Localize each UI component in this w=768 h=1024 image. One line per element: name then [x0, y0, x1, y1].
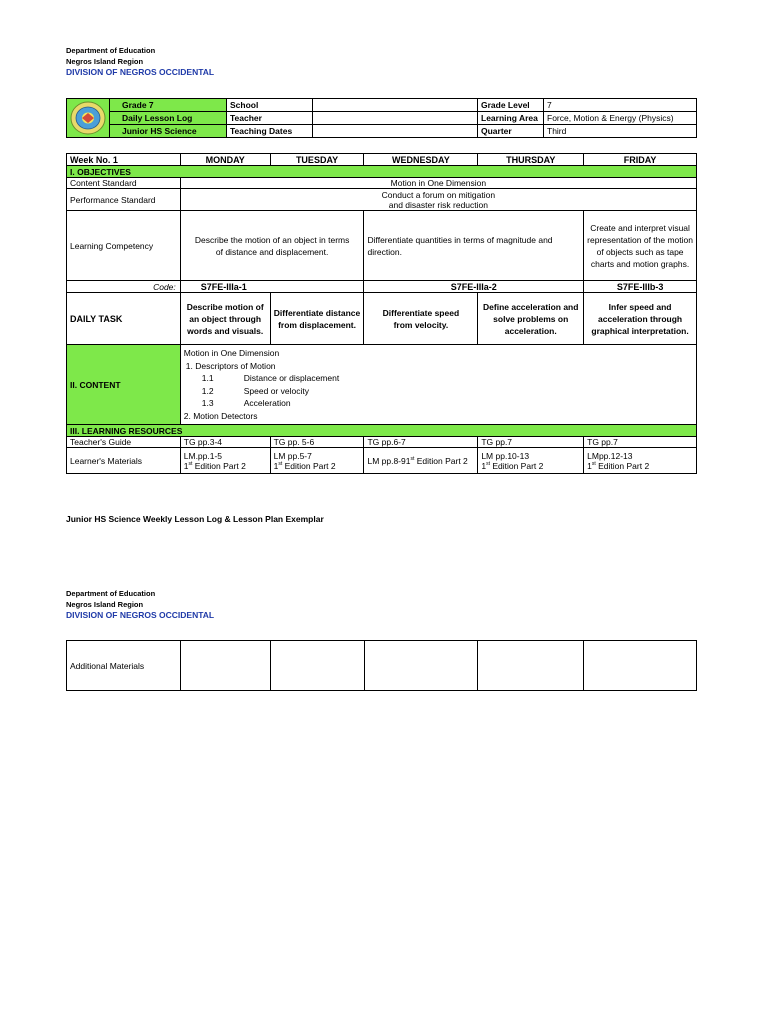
- content-item-number: 1.2: [201, 385, 214, 396]
- school-value[interactable]: [313, 99, 478, 112]
- content-item: [184, 372, 693, 385]
- lm-tuesday: [270, 448, 364, 474]
- learning-competency-label: Learning Competency: [67, 211, 181, 281]
- task-thursday: Define acceleration and solve problems on acceleration.: [478, 293, 584, 345]
- lm-pages: LM pp.8-9: [367, 455, 406, 466]
- org-block-bottom: [66, 588, 214, 621]
- edition-suffix: st: [410, 455, 415, 462]
- quarter-label: Quarter: [478, 125, 544, 138]
- content-sub1: 1. Descriptors of Motion: [185, 360, 276, 371]
- content-list: [180, 345, 696, 425]
- edition-text: Edition Part 2: [194, 460, 246, 471]
- tg-thursday: TG pp.7: [478, 437, 584, 448]
- resources-section: III. LEARNING RESOURCES: [67, 425, 697, 437]
- content-item-text: Distance or displacement: [243, 373, 340, 383]
- lm-edition: [587, 461, 693, 471]
- edition-number: 1: [587, 460, 592, 471]
- grade-label: Grade 7: [110, 99, 227, 112]
- edition-suffix: st: [486, 460, 490, 467]
- tg-tuesday: TG pp. 5-6: [270, 437, 364, 448]
- additional-friday[interactable]: [584, 641, 697, 691]
- edition-suffix: st: [278, 460, 283, 467]
- division-name: DIVISION OF NEGROS OCCIDENTAL: [66, 610, 215, 620]
- week-number: Week No. 1: [67, 154, 181, 166]
- learning-area-value[interactable]: Force, Motion & Energy (Physics): [544, 112, 697, 125]
- edition-text: Edition Part 2: [416, 455, 468, 466]
- code-label: Code:: [67, 281, 181, 293]
- additional-tuesday[interactable]: [270, 641, 364, 691]
- org-block-top: [66, 45, 214, 78]
- learners-materials-label: Learner's Materials: [67, 448, 181, 474]
- lm-edition: [184, 461, 267, 471]
- task-tuesday: Differentiate distance from displacement.: [270, 293, 364, 345]
- additional-monday[interactable]: [180, 641, 270, 691]
- logo-cell: [67, 99, 110, 138]
- edition-number: 1: [273, 460, 279, 471]
- task-friday: Infer speed and acceleration through graphical interpretation.: [584, 293, 697, 345]
- quarter-value[interactable]: Third: [544, 125, 697, 138]
- day-friday: FRIDAY: [584, 154, 697, 166]
- competency-1: Describe the motion of an object in terms of distance and displacement.: [180, 211, 364, 281]
- lm-friday: [584, 448, 697, 474]
- lm-pages: LM pp.5-7: [273, 450, 312, 461]
- edition-number: 1: [481, 460, 487, 471]
- edition-suffix: st: [188, 460, 193, 467]
- division-name: DIVISION OF NEGROS OCCIDENTAL: [66, 67, 215, 77]
- content-topic: Motion in One Dimension: [183, 348, 280, 358]
- edition-suffix: st: [591, 460, 596, 467]
- content-item-number: 1.3: [201, 398, 214, 408]
- day-wednesday: WEDNESDAY: [364, 154, 478, 166]
- edition-text: Edition Part 2: [492, 460, 544, 471]
- teacher-value[interactable]: [313, 112, 478, 125]
- daily-task-label: DAILY TASK: [67, 293, 181, 345]
- lm-wednesday: [364, 448, 478, 474]
- competency-3: Create and interpret visual representation of the motion of objects such as tape charts and motion graphs.: [584, 211, 697, 281]
- additional-materials-label: Additional Materials: [67, 641, 181, 691]
- teacher-label: Teacher: [227, 112, 313, 125]
- edition-text: Edition Part 2: [598, 460, 650, 471]
- lm-thursday: [478, 448, 584, 474]
- content-item-text: Speed or velocity: [243, 385, 309, 396]
- performance-standard-label: Performance Standard: [67, 189, 181, 211]
- code-3: S7FE-IIIb-3: [584, 281, 697, 293]
- footer-title: Junior HS Science Weekly Lesson Log & Lesson Plan Exemplar: [66, 514, 324, 524]
- content-item: [184, 385, 693, 398]
- performance-standard-line1: Conduct a forum on mitigation: [381, 189, 496, 200]
- teachers-guide-label: Teacher's Guide: [67, 437, 181, 448]
- lm-monday: [180, 448, 270, 474]
- additional-wednesday[interactable]: [364, 641, 478, 691]
- grade-level-label: Grade Level: [478, 99, 544, 112]
- task-monday: Describe motion of an object through words and visuals.: [180, 293, 270, 345]
- code-2: S7FE-IIIa-2: [364, 281, 584, 293]
- content-standard-label: Content Standard: [67, 178, 181, 189]
- content-item-text: Acceleration: [243, 398, 291, 408]
- content-sub2: 2. Motion Detectors: [183, 410, 258, 421]
- learning-area-label: Learning Area: [478, 112, 544, 125]
- region-name: Negros Island Region: [66, 600, 144, 609]
- edition-number: 1: [405, 455, 411, 466]
- lm-edition: [274, 461, 361, 471]
- edition-text: Edition Part 2: [284, 460, 336, 471]
- content-standard-value: Motion in One Dimension: [180, 178, 696, 189]
- performance-standard-value: [180, 189, 696, 211]
- content-item: [184, 397, 693, 410]
- content-section: II. CONTENT: [67, 345, 181, 425]
- objectives-section: I. OBJECTIVES: [67, 166, 697, 178]
- subject-label: Junior HS Science: [110, 125, 227, 138]
- lm-pages: LMpp.12-13: [587, 450, 633, 461]
- lm-pages: LM pp.10-13: [481, 450, 530, 461]
- day-monday: MONDAY: [180, 154, 270, 166]
- day-thursday: THURSDAY: [478, 154, 584, 166]
- content-item-number: 1.1: [201, 373, 214, 383]
- dates-label: Teaching Dates: [227, 125, 313, 138]
- edition-number: 1: [183, 460, 189, 471]
- region-name: Negros Island Region: [66, 57, 144, 66]
- grade-level-value[interactable]: 7: [544, 99, 697, 112]
- deped-seal-icon: [68, 99, 108, 137]
- performance-standard-line2: and disaster risk reduction: [388, 199, 488, 210]
- additional-thursday[interactable]: [478, 641, 584, 691]
- header-table: [66, 98, 697, 138]
- log-type-label: Daily Lesson Log: [110, 112, 227, 125]
- tg-friday: TG pp.7: [584, 437, 697, 448]
- tg-monday: TG pp.3-4: [180, 437, 270, 448]
- school-label: School: [227, 99, 313, 112]
- competency-2: Differentiate quantities in terms of magnitude and direction.: [364, 211, 584, 281]
- department-name: Department of Education: [66, 589, 156, 598]
- lm-edition: [481, 461, 580, 471]
- code-1: S7FE-IIIa-1: [180, 281, 364, 293]
- day-tuesday: TUESDAY: [270, 154, 364, 166]
- task-wednesday: Differentiate speed from velocity.: [364, 293, 478, 345]
- department-name: Department of Education: [66, 46, 156, 55]
- lm-pages: LM.pp.1-5: [183, 450, 223, 461]
- dates-value[interactable]: [313, 125, 478, 138]
- lesson-log-table: [66, 153, 697, 474]
- additional-materials-table: [66, 640, 697, 691]
- tg-wednesday: TG pp.6-7: [364, 437, 478, 448]
